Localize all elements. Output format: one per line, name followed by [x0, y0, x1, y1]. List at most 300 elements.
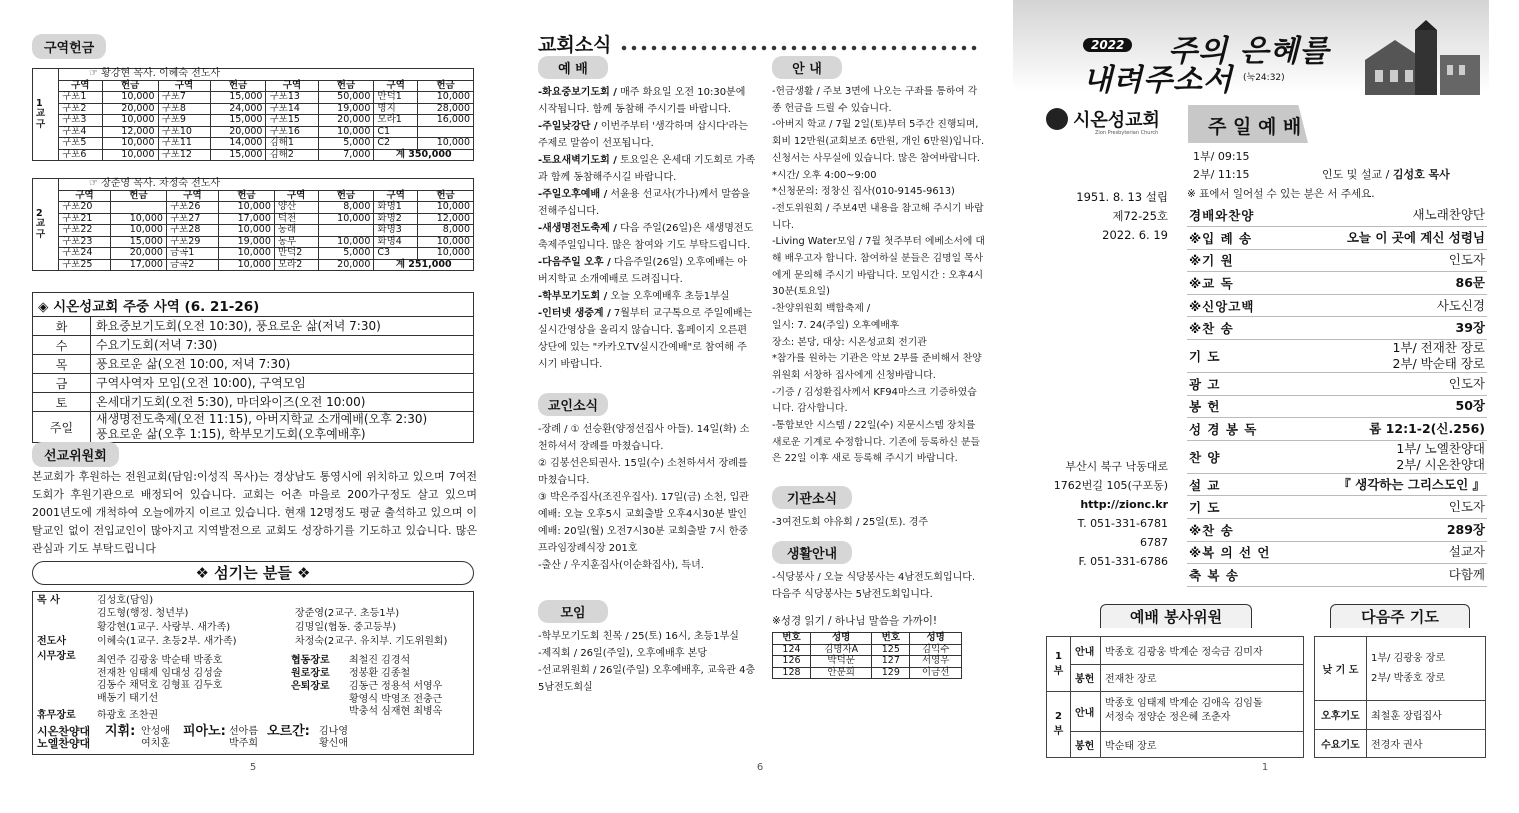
bulletin-date: 2022. 6. 19	[1102, 228, 1168, 242]
worship-order-row	[1187, 564, 1487, 587]
next-prayer-title: 다음주 기도	[1330, 604, 1470, 628]
worship-order-value: 289장	[1312, 519, 1487, 542]
bible-cell: 128	[773, 667, 811, 679]
district-cell: 5,000	[318, 138, 374, 150]
district-cell: 10,000	[111, 225, 167, 237]
district-cell	[318, 225, 374, 237]
district-cell: 구포14	[266, 103, 318, 115]
bible-cell: 박덕문	[810, 656, 871, 668]
coop-elder-label: 협동장로	[291, 655, 330, 666]
service-title: 주 일 예 배	[1208, 116, 1302, 138]
district-row	[33, 248, 474, 260]
weekly-row	[33, 393, 474, 412]
news-right-column	[772, 56, 986, 679]
district-cell: 10,000	[318, 213, 374, 225]
district-group-number: 1 교 구	[33, 69, 59, 161]
district-cell: 구포24	[59, 248, 111, 260]
bible-header: 번호	[773, 633, 811, 645]
worship-order-item: 기 도	[1187, 340, 1312, 373]
district-row	[33, 126, 474, 138]
conductor-label: 지휘:	[105, 724, 136, 739]
servers-box	[32, 591, 474, 755]
bible-cell: 125	[872, 644, 910, 656]
district-cell: 15,000	[111, 236, 167, 248]
district-cell: 구포25	[59, 259, 111, 271]
worship-news-key: -토요새벽기도회 /	[538, 155, 617, 166]
district-cell: 계 350,000	[374, 149, 474, 161]
life-title: 생활안내	[772, 541, 852, 564]
district-cell: 20,000	[318, 259, 374, 271]
worship-news-item: -토요새벽기도회 / 토요일은 온세대 기도회로 가족과 함께 동참해주시길 바랍니다.	[538, 155, 756, 183]
member-news-text: -장례 / ① 선승환(양정선집사 아들). 14일(화) 소천하셔서 장례를 마쳤습니다. ② 김봉선은퇴권사. 15일(수) 소천하셔서 장례를 마쳤습니다. ③ 박은주집사(조진우집사). 17일(금) 소천, 입관예배: 오늘 오후5시 교회출발 오후4시30분 발인예배: 20일(월) 오전7시30분 교회출발 7시 한중프라임장례식장 201호 -출산 / 우지훈집사(이순화집사), 득녀.	[538, 424, 750, 571]
weekly-schedule: 구역사역자 모임(오전 10:00), 구역모임	[91, 374, 474, 393]
bible-cell: 129	[872, 667, 910, 679]
district-cell: 화명3	[374, 225, 418, 237]
district-cell: 구포29	[166, 236, 218, 248]
servers-title: ❖ 섬기는 분들 ❖	[32, 561, 474, 585]
district-cell: 10,000	[111, 213, 167, 225]
district-cell: 구포3	[59, 115, 103, 127]
pastor-label: 목 사	[37, 595, 60, 606]
worship-order-value: 1부/ 전재찬 장로 2부/ 박순태 장로	[1312, 340, 1487, 373]
district-cell: 10,000	[218, 259, 274, 271]
district-cell: 구포11	[158, 138, 210, 150]
worship-order-item: 설 교	[1187, 473, 1312, 496]
worship-order-row	[1187, 541, 1487, 564]
worship-order-value: 오늘 이 곳에 계신 성령님	[1312, 227, 1487, 250]
district-table-1	[32, 68, 474, 161]
district-row	[33, 149, 474, 161]
worship-order-item: ※찬 송	[1187, 317, 1312, 340]
district-cell: 구포28	[166, 225, 218, 237]
weekly-day: 주일	[33, 412, 91, 443]
church-url[interactable]: http://zionc.kr	[1080, 498, 1168, 511]
bible-cell: 124	[773, 644, 811, 656]
district-cell: C1	[374, 126, 418, 138]
district-cell: 구포10	[158, 126, 210, 138]
district-cell: 10,000	[418, 202, 474, 214]
bible-header-row	[773, 633, 962, 645]
district-column-header: 구역	[374, 80, 418, 92]
life-text: -식당봉사 / 오늘 식당봉사는 4남전도회입니다. 다음주 식당봉사는 5남전도회입니다.	[772, 572, 976, 601]
district-cell: 구포27	[166, 213, 218, 225]
district-cell: 10,000	[418, 236, 474, 248]
pastor-4: 황강현(1교구. 사랑부. 새가족)	[97, 622, 231, 633]
news-header	[538, 30, 988, 57]
worship-order-value: 39장	[1312, 317, 1487, 340]
bible-cell: 126	[773, 656, 811, 668]
weekly-day: 화	[33, 317, 91, 336]
worship-order-row	[1187, 440, 1487, 473]
worship-order-value: 설교자	[1312, 541, 1487, 564]
pianists: 선아름 박주희	[229, 726, 258, 749]
worship-order-item: 봉 헌	[1187, 395, 1312, 418]
church-building-icon	[1355, 20, 1485, 95]
district-cell: 구포2	[59, 103, 103, 115]
district-column-header: 구역	[374, 190, 418, 202]
worship-order-value: 50장	[1312, 395, 1487, 418]
district-row	[33, 138, 474, 150]
bible-reading-table	[772, 632, 962, 679]
district-cell: 10,000	[102, 115, 158, 127]
district-cell: 17,000	[111, 259, 167, 271]
bible-cell: 이금선	[910, 667, 962, 679]
page-number-6: 6	[756, 762, 764, 773]
worship-order-value: 『 생각하는 그리스도인 』	[1312, 473, 1487, 496]
issue-number: 제72-25호	[1112, 209, 1168, 223]
worship-order-value: 새노래찬양단	[1312, 204, 1487, 227]
church-address: 부산시 북구 낙동대로 1762번길 105(구포동)	[1053, 460, 1168, 492]
bible-header: 번호	[872, 633, 910, 645]
worship-news-item: -인터넷 생중계 / 7월부터 교구톡으로 주일예배는 실시간영상을 올리지 않습니다. 홈페이지 오른편 상단에 있는 "카카오TV실시간예배"로 참여해 주시기 바랍니다.	[538, 308, 753, 370]
worship-order-item: 축 복 송	[1187, 564, 1312, 587]
worship-order-item: 찬 양	[1187, 440, 1312, 473]
pastor-5: 김명일(협동. 중고등부)	[295, 622, 397, 633]
service-time-2: 2부/ 11:15	[1193, 168, 1250, 181]
district-row	[33, 213, 474, 225]
weekly-schedule: 화요중보기도회(오전 10:30), 풍요로운 삶(저녁 7:30)	[91, 317, 474, 336]
district-cell: 10,000	[218, 202, 274, 214]
weekly-title-row	[33, 293, 474, 317]
district-cell: 10,000	[102, 92, 158, 104]
honorary-elder-label: 원로장로	[291, 668, 330, 679]
district-column-header: 구역	[59, 190, 111, 202]
district-cell: 10,000	[418, 138, 474, 150]
retired-elders: 김동근 정용석 서영우 황영식 박영조 전충근 박충석 심재현 최병옥	[349, 681, 443, 717]
worship-order-row	[1187, 395, 1487, 418]
worship-news-key: -학부모기도회 /	[538, 291, 608, 302]
church-fax: F. 051-331-6786	[1078, 555, 1168, 568]
bible-cell: 김익수	[910, 644, 962, 656]
district-cell: 계 251,000	[374, 259, 474, 271]
district-cell: 동부	[274, 236, 318, 248]
district-column-header: 헌금	[102, 80, 158, 92]
news-title: 교회소식	[538, 34, 612, 56]
dotted-divider	[619, 43, 979, 53]
bible-cell: 127	[872, 656, 910, 668]
worship-news-key: -주일오후예배 /	[538, 189, 608, 200]
standing-note: ※ 표에서 일어설 수 있는 분은 서 주세요.	[1187, 188, 1375, 200]
worship-order-row	[1187, 249, 1487, 272]
established-date: 1951. 8. 13 설립	[1076, 190, 1168, 204]
district-cell: 10,000	[418, 248, 474, 260]
district-cell	[418, 126, 474, 138]
district-cell: 김해2	[266, 149, 318, 161]
district-row	[33, 236, 474, 248]
district-cell: 10,000	[418, 92, 474, 104]
notice-title: 안 내	[772, 56, 842, 79]
district-cell: 20,000	[210, 126, 266, 138]
worship-order-row	[1187, 373, 1487, 396]
bible-row	[773, 644, 962, 656]
district-cell: 8,000	[318, 202, 374, 214]
worship-order-row	[1187, 496, 1487, 519]
bible-row	[773, 667, 962, 679]
district-cell: C2	[374, 138, 418, 150]
church-contact	[1030, 457, 1168, 571]
worship-order-item: ※복 의 선 언	[1187, 541, 1312, 564]
worship-section-title: 예 배	[538, 56, 608, 79]
church-logo-icon	[1046, 108, 1068, 130]
district-column-header: 구역	[166, 190, 218, 202]
district-cell: 모라2	[274, 259, 318, 271]
worship-order-row	[1187, 272, 1487, 295]
worship-news-item: -다음주일 오후 / 다음주일(26일) 오후예배는 아버지학교 소개예배로 드려집니다.	[538, 257, 748, 285]
worship-order-value: 다함께	[1312, 564, 1487, 587]
service-time-1: 1부/ 09:15	[1193, 150, 1250, 163]
district-cell: 20,000	[111, 248, 167, 260]
worship-order-item: 광 고	[1187, 373, 1312, 396]
district-column-header: 헌금	[318, 190, 374, 202]
district-cell: 19,000	[318, 103, 374, 115]
district-cell: 10,000	[102, 149, 158, 161]
district-cell: 모라1	[374, 115, 418, 127]
evangelist-label: 전도사	[37, 636, 66, 647]
organist-label: 오르간:	[267, 724, 310, 739]
district-cell	[111, 202, 167, 214]
district-column-header: 헌금	[210, 80, 266, 92]
worship-news-key: -새생명전도축제 /	[538, 223, 617, 234]
district-cell: 구포4	[59, 126, 103, 138]
district-cell: C3	[374, 248, 418, 260]
serve-committee-table: 1부 안내 박종호 김광웅 박계순 정숙금 김미자 봉헌 전재찬 장로 2부 안내 박종호 임태제 박계순 김애옥 김임돌 서정숙 정양순 정은혜 조춘자 봉헌 박순태 장로	[1046, 636, 1304, 758]
worship-order-value: 인도자	[1312, 249, 1487, 272]
district-cell: 20,000	[318, 115, 374, 127]
pastor-3: 장준영(2교구. 초등1부)	[295, 608, 400, 619]
pianist-label: 피아노:	[183, 724, 226, 739]
district-cell: 구포26	[166, 202, 218, 214]
choir-label: 시온찬양대 노엘찬양대	[37, 725, 91, 750]
district-cell: 구포7	[158, 92, 210, 104]
district-cell: 구포6	[59, 149, 103, 161]
evangelist-1: 이혜숙(1교구. 초등2부. 새가족)	[97, 636, 237, 647]
district-cell: 양산	[274, 202, 318, 214]
mission-title: 선교위원회	[32, 442, 119, 467]
weekly-row	[33, 317, 474, 336]
district-cell: 15,000	[210, 92, 266, 104]
district-cell: 화명4	[374, 236, 418, 248]
district-cell: 덕천	[274, 213, 318, 225]
weekly-day: 금	[33, 374, 91, 393]
cover-year: 2022	[1083, 38, 1132, 52]
worship-order-value: 롬 12:1-2(신.256)	[1312, 418, 1487, 441]
worship-news-item: -새생명전도축제 / 다음 주일(26일)은 새생명전도축제주일입니다. 많은 참여와 기도 부탁드립니다.	[538, 223, 754, 251]
district-cell: 24,000	[210, 103, 266, 115]
worship-news-key: -인터넷 생중계 /	[538, 308, 611, 319]
district-cell: 만덕2	[274, 248, 318, 260]
district-row	[33, 103, 474, 115]
district-cell: 금곡1	[166, 248, 218, 260]
weekly-row	[33, 355, 474, 374]
worship-order-value: 인도자	[1312, 373, 1487, 396]
worship-order-table	[1187, 204, 1487, 587]
weekly-schedule: 수요기도회(저녁 7:30)	[91, 336, 474, 355]
weekly-ministry-table	[32, 292, 474, 443]
district-cell: 구포12	[158, 149, 210, 161]
district-cell: 10,000	[318, 126, 374, 138]
district-column-header: 구역	[274, 190, 318, 202]
retired-elder-label: 은퇴장로	[291, 681, 330, 692]
district-cell: 50,000	[318, 92, 374, 104]
bible-cell: 안분희	[810, 667, 871, 679]
district-cell: 10,000	[218, 225, 274, 237]
district-cell: 15,000	[210, 115, 266, 127]
worship-order-value: 인도자	[1312, 496, 1487, 519]
weekly-schedule: 풍요로운 삶(오전 10:00, 저녁 7:30)	[91, 355, 474, 374]
resting-elders: 하광호 조찬권	[97, 710, 159, 721]
worship-order-value: 사도신경	[1312, 294, 1487, 317]
weekly-row	[33, 336, 474, 355]
weekly-schedule: 새생명전도축제(오전 11:15), 아버지학교 소개예배(오후 2:30) 풍요로운 삶(오후 1:15), 학부모기도회(오후예배후)	[91, 412, 474, 443]
bible-header: 성명	[810, 633, 871, 645]
worship-order-item: 기 도	[1187, 496, 1312, 519]
organists: 김나영 황신애	[319, 726, 348, 749]
district-cell: 구포9	[158, 115, 210, 127]
worship-order-item: ※기 원	[1187, 249, 1312, 272]
district-cell: 구포1	[59, 92, 103, 104]
district-cell: 구포15	[266, 115, 318, 127]
meeting-text: -학부모기도회 친목 / 25(토) 16시, 초등1부실 -제직회 / 26일(주일), 오후예배후 본당 -선교위원회 / 26일(주일) 오후예배후, 교육관 4층 5남전도회실	[538, 631, 756, 693]
weekly-row	[33, 374, 474, 393]
district-row	[33, 115, 474, 127]
bible-reading-title: ※성경 읽기 / 하나님 말씀을 가까이!	[772, 615, 938, 628]
district-column-header: 헌금	[418, 190, 474, 202]
district-cell: 구포23	[59, 236, 111, 248]
worship-order-row	[1187, 473, 1487, 496]
district-cell: 만덕1	[374, 92, 418, 104]
district-cell: 명지	[374, 103, 418, 115]
district-cell: 8,000	[418, 225, 474, 237]
worship-order-row	[1187, 294, 1487, 317]
conductors: 안성애 여치훈	[141, 726, 170, 749]
elders-list: 최연주 김광웅 박순태 박종호 전재찬 임태제 임대성 김성술 김동수 채덕호 김형표 김두호 배동기 태기선	[97, 655, 223, 704]
district-cell: 금곡2	[166, 259, 218, 271]
district-cell: 12,000	[102, 126, 158, 138]
district-cell: 5,000	[318, 248, 374, 260]
worship-news-item: -주일오후예배 / 서윤용 선교사(가나)께서 말씀을 전해주십니다.	[538, 189, 751, 217]
district-cell: 구포20	[59, 202, 111, 214]
district-cell: 구포8	[158, 103, 210, 115]
page-number-5: 5	[249, 762, 257, 773]
worship-news-key: -화요중보기도회 /	[538, 87, 617, 98]
worship-news-item: -주일낮강단 / 이번주부터 '생각하며 삽시다'라는 주제로 말씀이 선포됩니다.	[538, 121, 748, 149]
worship-order-row	[1187, 418, 1487, 441]
coop-elders: 최철진 김경석	[349, 655, 411, 666]
weekly-day: 목	[33, 355, 91, 374]
service-leader: 인도 및 설교 / 김성호 목사	[1322, 168, 1450, 181]
district-cell: 구포5	[59, 138, 103, 150]
bible-row	[773, 656, 962, 668]
district-column-header: 구역	[266, 80, 318, 92]
district-cell: 10,000	[102, 138, 158, 150]
worship-order-row	[1187, 519, 1487, 542]
worship-order-row	[1187, 204, 1487, 227]
district-cell: 구포21	[59, 213, 111, 225]
district-cell: 12,000	[418, 213, 474, 225]
district-group-number: 2 교 구	[33, 179, 59, 271]
church-phone: T. 051-331-6781 6787	[1077, 517, 1168, 549]
page-number-1: 1	[1261, 762, 1269, 773]
district-pastors: ☞ 황강현 목사. 이혜숙 전도사	[59, 69, 474, 81]
worship-order-item: ※교 독	[1187, 272, 1312, 295]
district-column-header: 헌금	[111, 190, 167, 202]
notice-text: -헌금생활 / 주보 3면에 나오는 구좌를 통하여 각종 헌금을 드릴 수 있습니다. -아버지 학교 / 7월 2일(토)부터 5주간 진행되며, 회비 12만원(교회보조 6만원, 개인 6만원)입니다. 신청서는 사무실에 있습니다. 많은 참여바랍니다. *시간/ 오후 4:00~9:00 *신청문의: 정창신 집사(010-9145-9613) -전도위원회 / 주보4면 내용을 참고해 주시기 바랍니다. -Living Water모임 / 7월 첫주부터 에베소서에 대해 배우고자 합니다. 참여하실 분들은 김명일 목사에게 문의해 주시기 바랍니다. 모임시간 : 오후4시30분(토요일) -찬양위원회 백합축제 / 일시: 7. 24(주일) 오후예배후 장소: 본당, 대상: 시온성교회 전기관 *참가를 원하는 기관은 악보 2부를 준비해서 찬양위원회 서창하 집사에게 신청바랍니다. -기증 / 김성환집사께서 KF94마스크 기증하였습니다. 감사합니다. -통합보안 시스템 / 22일(수) 지문시스템 장치를 새로운 기계로 수정합니다. 기존에 등록하신 분들은 22일 이후 새로 등록해 주시기 바랍니다.	[772, 86, 985, 465]
next-prayer-table: 낮 기 도 1부/ 김광웅 장로 2부/ 박종호 장로 오후기도 최철훈 장립집사 수요기도 전경자 권사	[1314, 636, 1486, 758]
worship-order-value: 1부/ 노엘찬양대 2부/ 시온찬양대	[1312, 440, 1487, 473]
worship-news-key: -주일낮강단 /	[538, 121, 598, 132]
cover-title-line2: 내려주소서	[1083, 63, 1233, 98]
district-row	[33, 202, 474, 214]
mission-text: 본교회가 후원하는 전원교회(담임:이성직 목사)는 경상남도 통영시에 위치하고 있으며 7여전도회가 후원기관으로 배정되어 있습니다. 교회는 어촌 마을로 200가구정도 살고 있으며 2001년도에 개척하여 오늘에까지 이르고 있습니다. 현재 12명정도 평균 출석하고 있으며 이탈교인 없이 전입교인이 많아지고 지역발전으로 교회도 성장하기를 기도하고 있습니다. 많은 관심과 기도 부탁드립니다	[32, 470, 477, 555]
district-row	[33, 225, 474, 237]
district-cell: 15,000	[210, 149, 266, 161]
bible-header: 성명	[910, 633, 962, 645]
agency-title: 기관소식	[772, 486, 852, 509]
district-cell: 김해1	[266, 138, 318, 150]
resting-elder-label: 휴무장로	[37, 710, 76, 721]
worship-order-item: ※찬 송	[1187, 519, 1312, 542]
meeting-title: 모임	[538, 600, 608, 623]
worship-news-key: -다음주일 오후 /	[538, 257, 611, 268]
church-info	[1050, 188, 1168, 245]
worship-order-row	[1187, 340, 1487, 373]
news-left-column	[538, 56, 756, 696]
district-cell: 20,000	[102, 103, 158, 115]
district-cell: 10,000	[218, 248, 274, 260]
weekly-title: ◈ 시온성교회 주중 사역 (6. 21-26)	[33, 293, 474, 317]
district-cell: 10,000	[318, 236, 374, 248]
worship-order-row	[1187, 317, 1487, 340]
worship-order-item: ※신앙고백	[1187, 294, 1312, 317]
district-column-header: 구역	[158, 80, 210, 92]
district-row	[33, 259, 474, 271]
district-cell: 14,000	[210, 138, 266, 150]
bible-cell: 서영우	[910, 656, 962, 668]
district-cell: 동래	[274, 225, 318, 237]
worship-order-item: 경배와찬양	[1187, 204, 1312, 227]
district-cell: 구포13	[266, 92, 318, 104]
agency-text: -3여전도회 야유회 / 25일(토). 경주	[772, 517, 929, 529]
serve-committee-title: 예배 봉사위원	[1100, 604, 1252, 628]
district-cell: 16,000	[418, 115, 474, 127]
worship-news-item: -화요중보기도회 / 매주 화요일 오전 10:30분에 시작됩니다. 함께 동참해 주시기를 바랍니다.	[538, 87, 746, 115]
honorary-elders: 정봉환 김종철	[349, 668, 411, 679]
district-cell: 7,000	[318, 149, 374, 161]
weekly-day: 수	[33, 336, 91, 355]
district-cell: 28,000	[418, 103, 474, 115]
church-name-en: Zion Presbyterian Church	[1095, 130, 1159, 136]
district-cell: 17,000	[218, 213, 274, 225]
church-name: 시온성교회	[1073, 110, 1160, 131]
district-column-header: 헌금	[318, 80, 374, 92]
evangelist-2: 차정숙(2교구. 유치부. 기도위원회)	[295, 636, 448, 647]
cover-title-line1: 주의 은혜를	[1168, 34, 1330, 69]
district-row	[33, 92, 474, 104]
district-column-header: 헌금	[418, 80, 474, 92]
district-pastors: ☞ 장준영 목사. 차정숙 전도사	[59, 179, 474, 191]
bible-cell: 김명자A	[810, 644, 871, 656]
district-column-header: 구역	[59, 80, 103, 92]
worship-news-list	[538, 84, 756, 373]
district-cell: 구포22	[59, 225, 111, 237]
worship-news-item: -학부모기도회 / 오늘 오후예배후 초등1부실	[538, 291, 730, 302]
weekly-schedule: 온세대기도회(오전 5:30), 마더와이즈(오전 10:00)	[91, 393, 474, 412]
district-cell: 화명1	[374, 202, 418, 214]
district-cell: 구포16	[266, 126, 318, 138]
weekly-row	[33, 412, 474, 443]
pastor-2: 김도형(행정. 청년부)	[97, 608, 189, 619]
elder-label: 시무장로	[37, 651, 76, 662]
